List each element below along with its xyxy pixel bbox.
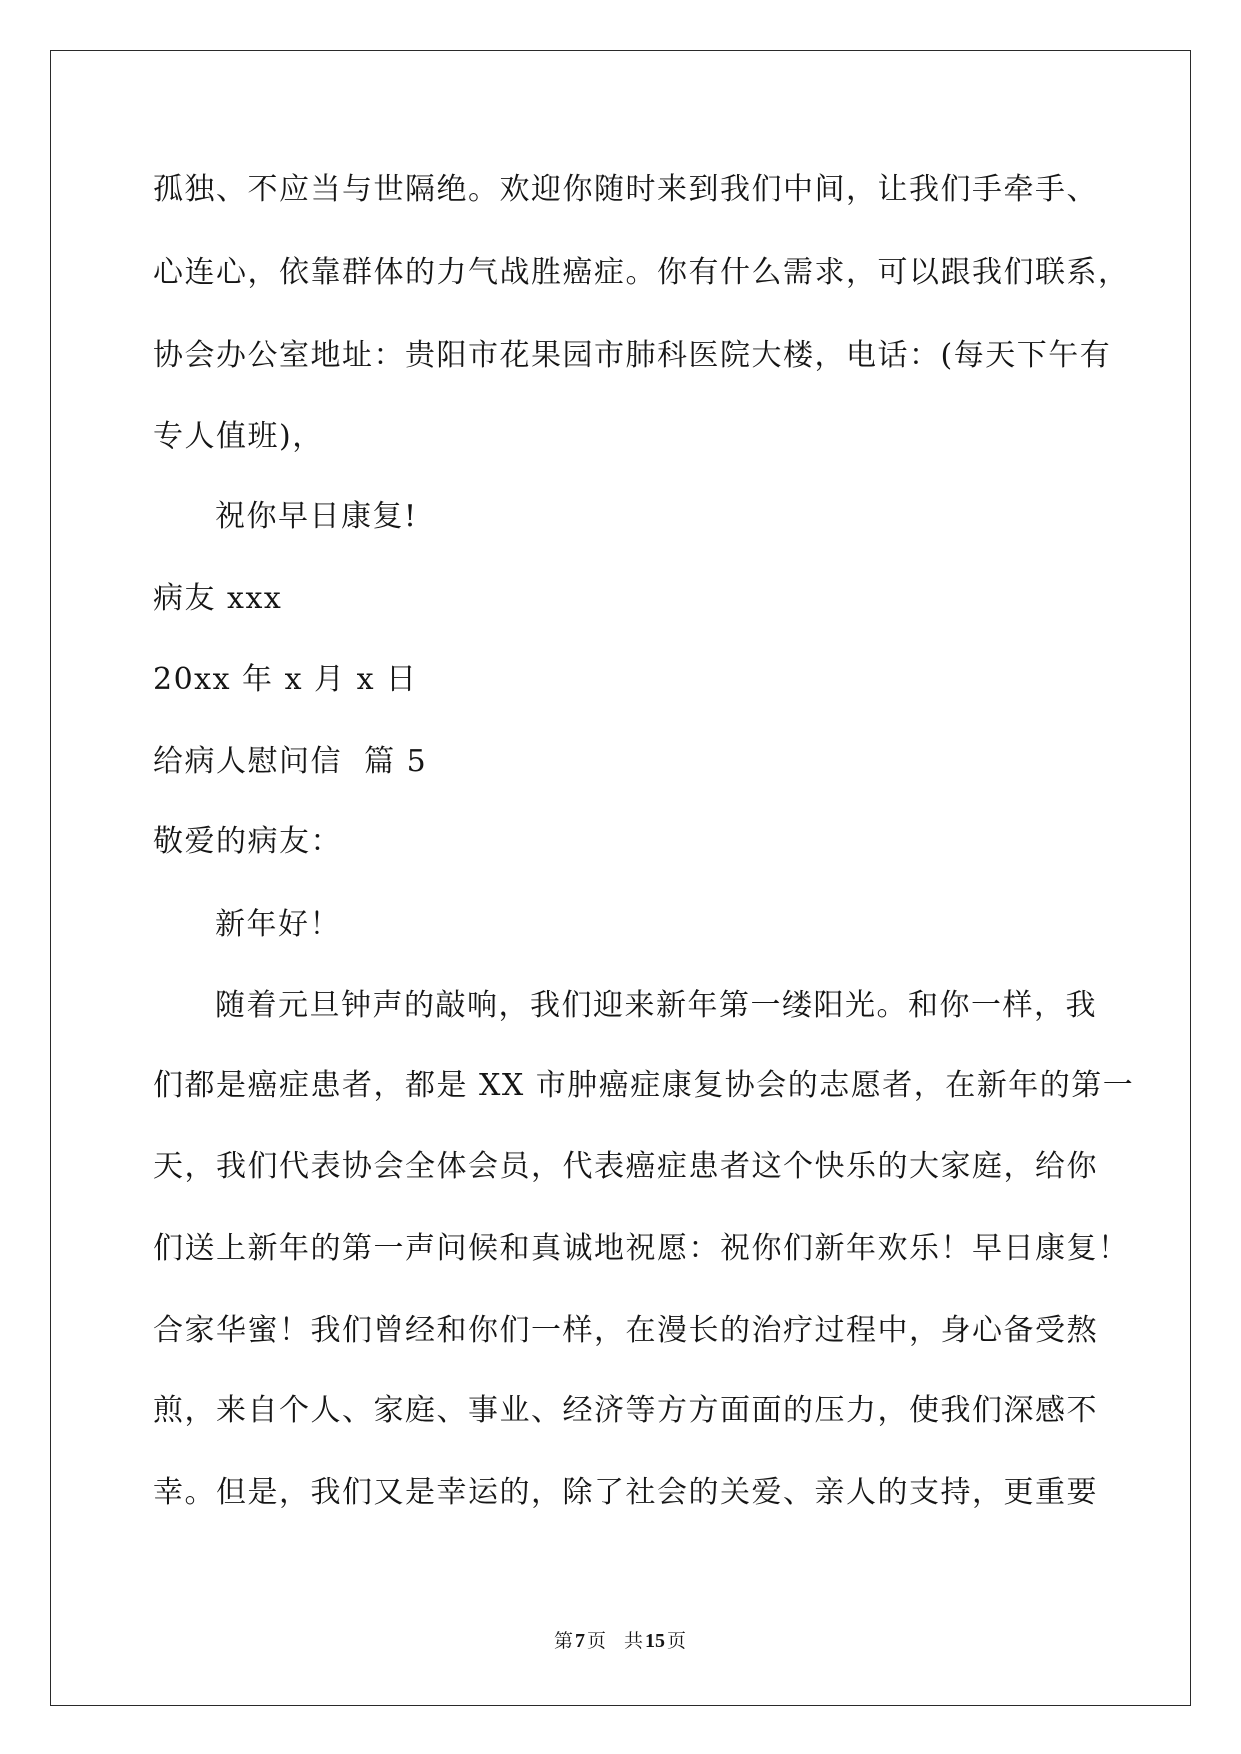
body-line: 随着元旦钟声的敲响，我们迎来新年第一缕阳光。和你一样，我 bbox=[215, 988, 1097, 1023]
body-line: 孤独、不应当与世隔绝。欢迎你随时来到我们中间，让我们手牵手、 bbox=[153, 172, 1098, 207]
page-number-suffix: 页 bbox=[586, 1630, 606, 1652]
body-line: 们都是癌症患者，都是 XX 市肿癌症康复协会的志愿者，在新年的第一 bbox=[153, 1068, 1135, 1103]
body-line: 们送上新年的第一声问候和真诚地祝愿：祝你们新年欢乐！早日康复！ bbox=[153, 1231, 1130, 1266]
body-line: 煎，来自个人、家庭、事业、经济等方方面面的压力，使我们深感不 bbox=[153, 1393, 1098, 1428]
date-line: 20xx 年 x 月 x 日 bbox=[153, 662, 418, 697]
total-pages-number: 15 bbox=[645, 1630, 666, 1652]
page-number-prefix: 第 bbox=[553, 1630, 573, 1652]
page-border bbox=[50, 50, 1191, 1706]
body-line: 心连心，依靠群体的力气战胜癌症。你有什么需求，可以跟我们联系， bbox=[153, 255, 1130, 290]
total-pages-suffix: 页 bbox=[667, 1630, 687, 1652]
greeting: 新年好！ bbox=[215, 907, 341, 942]
body-line: 协会办公室地址：贵阳市花果园市肺科医院大楼，电话：(每天下午有 bbox=[153, 338, 1112, 373]
closing-wish: 祝你早日康复! bbox=[215, 499, 418, 534]
total-pages-prefix: 共 bbox=[624, 1630, 644, 1652]
body-line: 专人值班)， bbox=[153, 419, 324, 454]
body-line: 天，我们代表协会全体会员，代表癌症患者这个快乐的大家庭，给你 bbox=[153, 1149, 1098, 1184]
current-page-number: 7 bbox=[574, 1630, 585, 1652]
section-heading: 给病人慰问信 篇 5 bbox=[153, 744, 428, 779]
salutation: 敬爱的病友： bbox=[153, 824, 342, 859]
body-line: 合家华蜜！我们曾经和你们一样，在漫长的治疗过程中，身心备受熬 bbox=[153, 1313, 1098, 1348]
signature-line: 病友 xxx bbox=[153, 581, 283, 616]
page-footer bbox=[470, 1628, 770, 1654]
body-line: 幸。但是，我们又是幸运的，除了社会的关爱、亲人的支持，更重要 bbox=[153, 1475, 1098, 1510]
